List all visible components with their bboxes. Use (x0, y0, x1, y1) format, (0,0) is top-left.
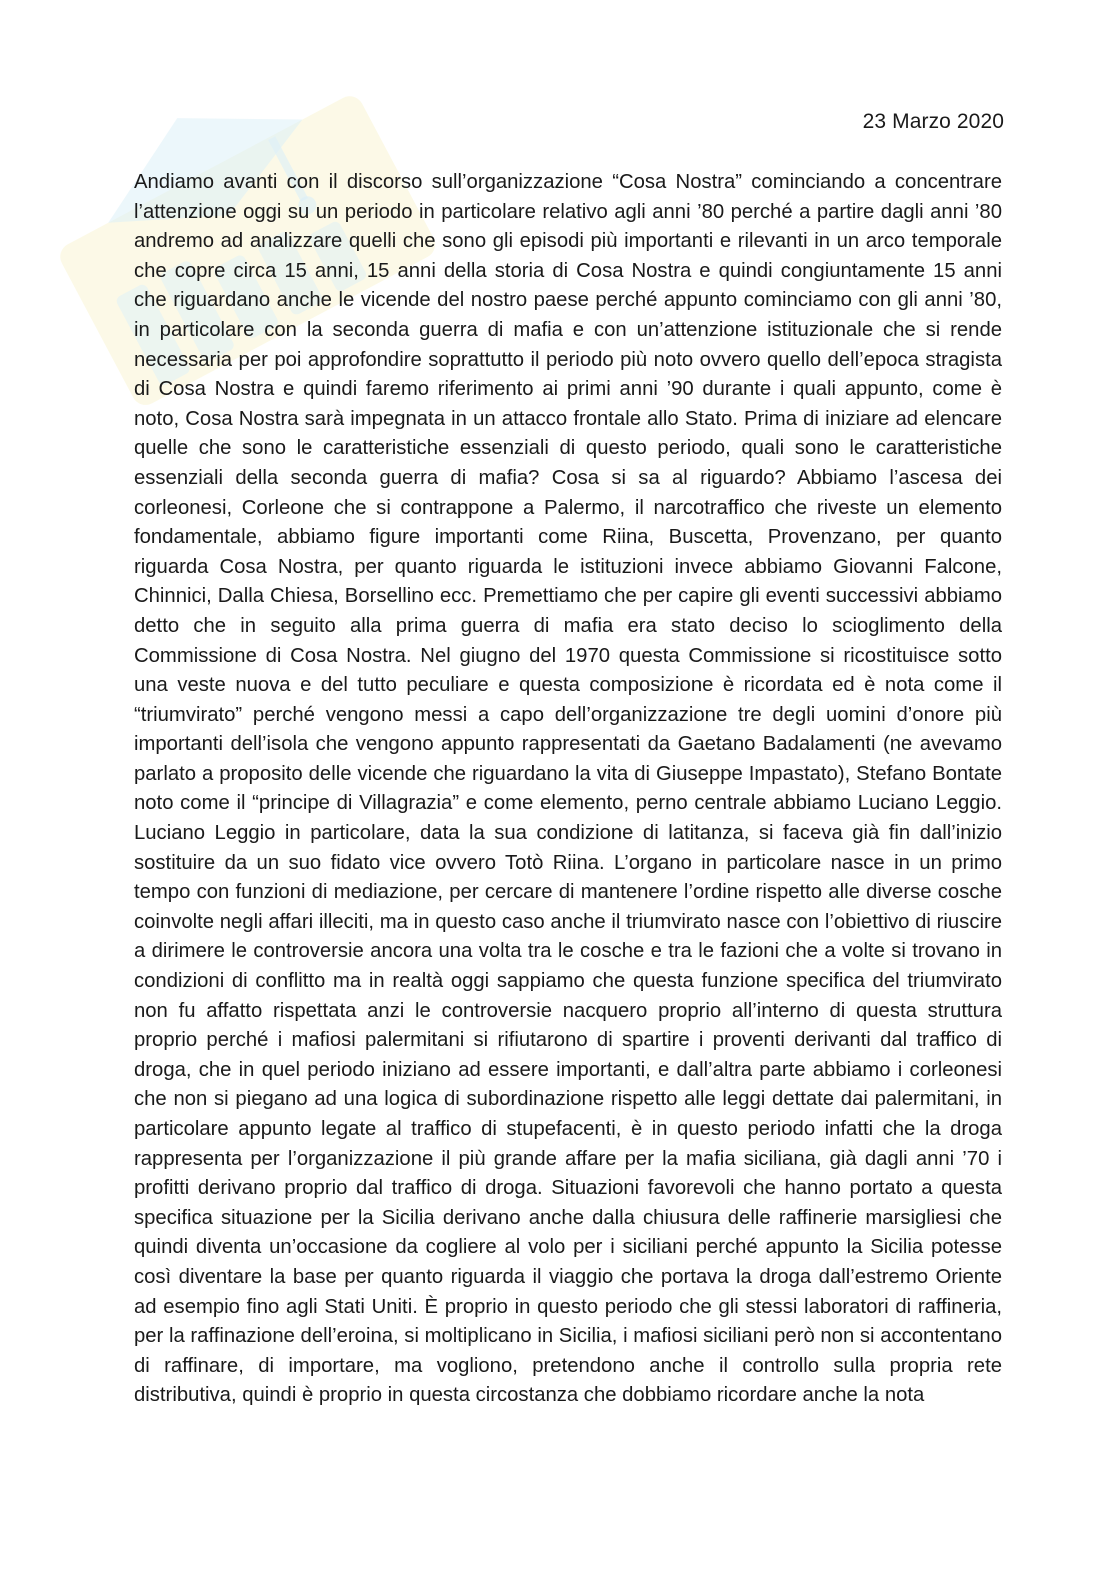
document-date: 23 Marzo 2020 (862, 110, 1004, 133)
document-body (134, 168, 1002, 1411)
body-paragraph: Andiamo avanti con il discorso sull’organizzazione “Cosa Nostra” cominciando a concentrare l’attenzione oggi su un periodo in particolare relativo agli anni ’80 perché a partire dagli anni ’80 andremo ad analizzare quelli che sono gli episodi più importanti e rilevanti in un arco temporale che copre circa 15 anni, 15 anni della storia di Cosa Nostra e quindi congiuntamente 15 anni che riguardano anche le vicende del nostro paese perché appunto cominciamo con gli anni ’80, in particolare con la seconda guerra di mafia e con un’attenzione istituzionale che si rende necessaria per poi approfondire soprattutto il periodo più noto ovvero quello dell’epoca stragista di Cosa Nostra e quindi faremo riferimento ai primi anni ’90 durante i quali appunto, come è noto, Cosa Nostra sarà impegnata in un attacco frontale allo Stato. Prima di iniziare ad elencare quelle che sono le caratteristiche essenziali di questo periodo, quali sono le caratteristiche essenziali della seconda guerra di mafia? Cosa si sa al riguardo? Abbiamo l’ascesa dei corleonesi, Corleone che si contrappone a Palermo, il narcotraffico che riveste un elemento fondamentale, abbiamo figure importanti come Riina, Buscetta, Provenzano, per quanto riguarda Cosa Nostra, per quanto riguarda le istituzioni invece abbiamo Giovanni Falcone, Chinnici, Dalla Chiesa, Borsellino ecc. Premettiamo che per capire gli eventi successivi abbiamo detto che in seguito alla prima guerra di mafia era stato deciso lo scioglimento della Commissione di Cosa Nostra. Nel giugno del 1970 questa Commissione si ricostituisce sotto una veste nuova e del tutto peculiare e questa composizione è ricordata ed è nota come il “triumvirato” perché vengono messi a capo dell’organizzazione tre degli uomini d’onore più importanti dell’isola che vengono appunto rappresentati da Gaetano Badalamenti (ne avevamo parlato a proposito delle vicende che riguardano la vita di Giuseppe Impastato), Stefano Bontate noto come il “principe di Villagrazia” e come elemento, perno centrale abbiamo Luciano Leggio. Luciano Leggio in particolare, data la sua condizione di latitanza, si faceva già fin dall’inizio sostituire da un suo fidato vice ovvero Totò Riina. L’organo in particolare nasce in un primo tempo con funzioni di mediazione, per cercare di mantenere l’ordine rispetto alle diverse cosche coinvolte negli affari illeciti, ma in questo caso anche il triumvirato nasce con l’obiettivo di riuscire a dirimere le controversie ancora una volta tra le cosche e tra le fazioni che a volte si trovano in condizioni di conflitto ma in realtà oggi sappiamo che questa funzione specifica del triumvirato non fu affatto rispettata anzi le controversie nacquero proprio all’interno di questa struttura proprio perché i mafiosi palermitani si rifiutarono di spartire i proventi derivanti dal traffico di droga, che in quel periodo iniziano ad essere importanti, e dall’altra parte abbiamo i corleonesi che non si piegano ad una logica di subordinazione rispetto alle leggi dettate dai palermitani, in particolare appunto legate al traffico di stupefacenti, è in questo periodo infatti che la droga rappresenta per l’organizzazione il più grande affare per la mafia siciliana, già dagli anni ’70 i profitti derivano proprio dal traffico di droga. Situazioni favorevoli che hanno portato a questa specifica situazione per la Sicilia derivano anche dalla chiusura delle raffinerie marsigliesi che quindi diventa un’occasione da cogliere al volo per i siciliani perché appunto la Sicilia potesse così diventare la base per quanto riguarda il viaggio che portava la droga dall’estremo Oriente ad esempio fino agli Stati Uniti. È proprio in questo periodo che gli stessi laboratori di raffineria, per la raffinazione dell’eroina, si moltiplicano in Sicilia, i mafiosi siciliani però non si accontentano di raffinare, di importare, ma vogliono, pretendono anche il controllo sulla propria rete distributiva, quindi è proprio in questa circostanza che dobbiamo ricordare anche la nota (134, 171, 1002, 1407)
